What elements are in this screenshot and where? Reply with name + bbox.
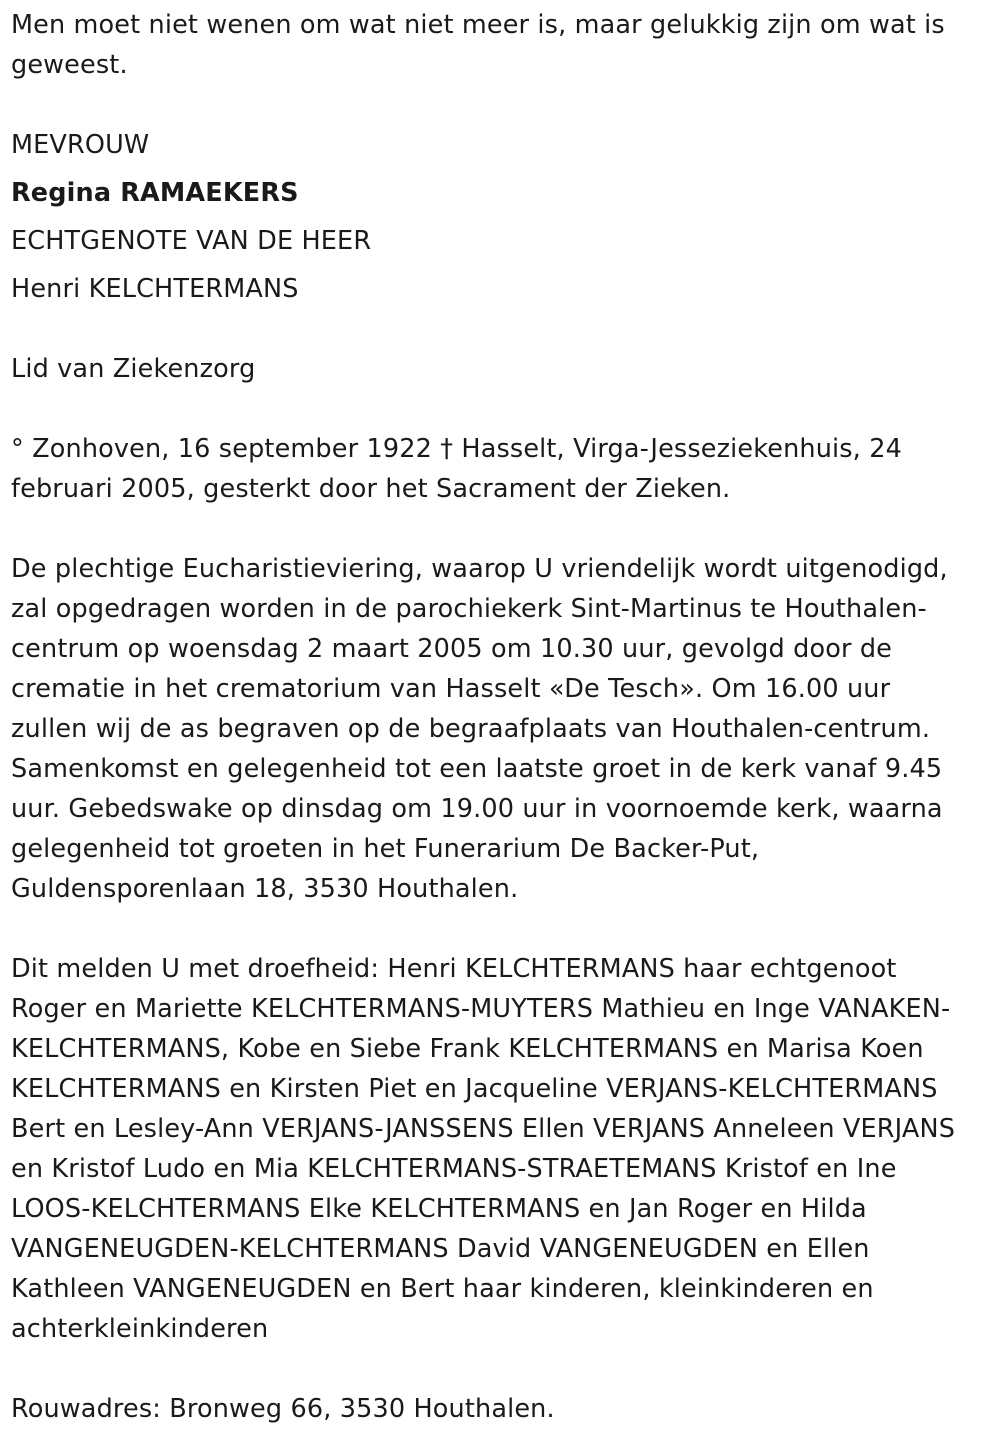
paragraph-line: KELCHTERMANS en Kirsten Piet en Jacqueline VERJANS-KELCHTERMANS <box>11 1074 938 1104</box>
paragraph-line: gelegenheid tot groeten in het Funerarium De Backer-Put, <box>11 834 760 864</box>
paragraph-line: zal opgedragen worden in de parochiekerk Sint-Martinus te Houthalen- <box>11 594 927 624</box>
spacer <box>11 309 989 349</box>
paragraph-line: De plechtige Eucharistieviering, waarop U vriendelijk wordt uitgenodigd, <box>11 554 948 584</box>
paragraph-line: Bert en Lesley-Ann VERJANS-JANSSENS Ellen VERJANS Anneleen VERJANS <box>11 1114 956 1144</box>
paragraph-line: zullen wij de as begraven op de begraafplaats van Houthalen-centrum. <box>11 714 931 744</box>
mourning-address: Rouwadres: Bronweg 66, 3530 Houthalen. <box>11 1394 555 1424</box>
deceased-relation: ECHTGENOTE VAN DE HEER <box>11 226 372 256</box>
deceased-title: MEVROUW <box>11 130 150 160</box>
opening-quote <box>11 0 989 85</box>
paragraph-line: LOOS-KELCHTERMANS Elke KELCHTERMANS en Jan Roger en Hilda <box>11 1194 867 1224</box>
paragraph-line: Dit melden U met droefheid: Henri KELCHTERMANS haar echtgenoot <box>11 954 897 984</box>
deceased-block <box>11 125 989 309</box>
spacer <box>11 509 989 549</box>
family-paragraph <box>11 949 989 1349</box>
obituary-notice <box>11 0 989 1429</box>
quote-line: Men moet niet wenen om wat niet meer is, maar gelukkig zijn om wat is <box>11 10 945 40</box>
membership-text: Lid van Ziekenzorg <box>11 354 256 384</box>
spacer <box>11 909 989 949</box>
paragraph-line: ° Zonhoven, 16 september 1922 † Hasselt, Virga-Jesseziekenhuis, 24 <box>11 434 902 464</box>
paragraph-line: Roger en Mariette KELCHTERMANS-MUYTERS Mathieu en Inge VANAKEN- <box>11 994 951 1024</box>
paragraph-line: centrum op woensdag 2 maart 2005 om 10.30 uur, gevolgd door de <box>11 634 893 664</box>
quote-line: geweest. <box>11 50 128 80</box>
paragraph-line: februari 2005, gesterkt door het Sacrament der Zieken. <box>11 474 731 504</box>
deceased-name <box>11 173 989 213</box>
spacer <box>11 85 989 125</box>
paragraph-line: crematie in het crematorium van Hasselt «De Tesch». Om 16.00 uur <box>11 674 891 704</box>
paragraph-line: VANGENEUGDEN-KELCHTERMANS David VANGENEUGDEN en Ellen <box>11 1234 870 1264</box>
paragraph-line: Guldensporenlaan 18, 3530 Houthalen. <box>11 874 519 904</box>
paragraph-line: Kathleen VANGENEUGDEN en Bert haar kinderen, kleinkinderen en <box>11 1274 874 1304</box>
spouse-name: Henri KELCHTERMANS <box>11 274 299 304</box>
paragraph-line: achterkleinkinderen <box>11 1314 269 1344</box>
paragraph-line: uur. Gebedswake op dinsdag om 19.00 uur in voornoemde kerk, waarna <box>11 794 943 824</box>
paragraph-line: KELCHTERMANS, Kobe en Siebe Frank KELCHTERMANS en Marisa Koen <box>11 1034 924 1064</box>
deceased-name-text: Regina RAMAEKERS <box>11 178 299 208</box>
spacer <box>11 1349 989 1389</box>
spacer <box>11 389 989 429</box>
paragraph-line: Samenkomst en gelegenheid tot een laatste groet in de kerk vanaf 9.45 <box>11 754 943 784</box>
paragraph-line: en Kristof Ludo en Mia KELCHTERMANS-STRAETEMANS Kristof en Ine <box>11 1154 897 1184</box>
life-dates-paragraph <box>11 429 989 509</box>
ceremony-paragraph <box>11 549 989 909</box>
